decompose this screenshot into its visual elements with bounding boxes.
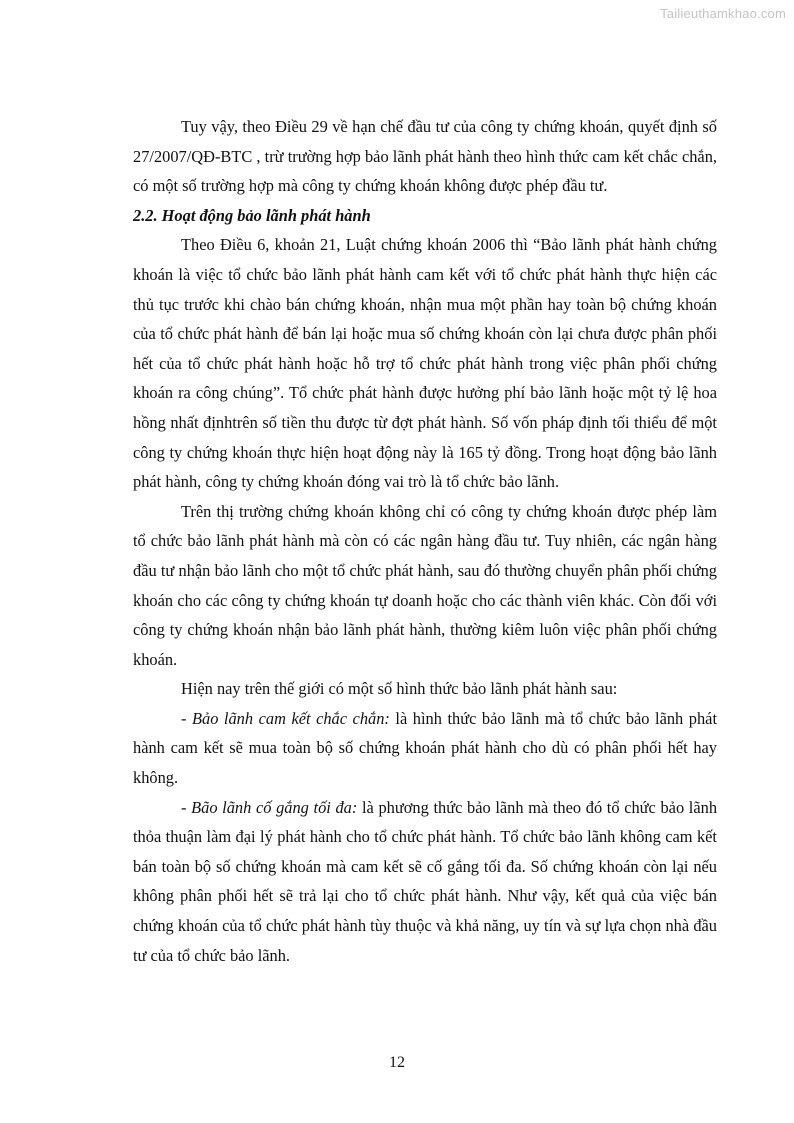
paragraph-3: Trên thị trường chứng khoán không chỉ có công ty chứng khoán được phép làm tổ chức bảo lãnh phát hành mà còn có các ngân hàng đầu tư. Tuy nhiên, các ngân hàng đầu tư nhận bảo lãnh cho một tổ chức phát hành, sau đó thường chuyển phân phối chứng khoán cho các công ty chứng khoán tự doanh hoặc cho các thành viên khác. Còn đối với công ty chứng khoán nhận bảo lãnh phát hành, thường kiêm luôn việc phân phối chứng khoán. (133, 501, 717, 669)
paragraph-6 (133, 793, 717, 971)
bullet-dash: - (181, 708, 192, 728)
term-definition: là hình thức bảo lãnh mà tổ chức bảo lãnh phát hành cam kết sẽ mua toàn bộ số chứng khoán phát hành cho dù có phân phối hết hay không. (133, 708, 717, 788)
term-firm-commitment: Bảo lãnh cam kết chắc chắn: (192, 708, 390, 728)
page-number: 12 (389, 1054, 405, 1071)
term-definition: là phương thức bảo lãnh mà theo đó tổ chức bảo lãnh thỏa thuận làm đại lý phát hành cho tổ chức phát hành. Tổ chức bảo lãnh không cam kết bán toàn bộ số chứng khoán mà cam kết sẽ cố gắng tối đa. Số chứng khoán còn lại nếu không phân phối hết sẽ trả lại cho tổ chức phát hành. Như vậy, kết quả của việc bán chứng khoán của tổ chức phát hành tùy thuộc và khả năng, uy tín và sự lựa chọn nhà đầu tư của tổ chức bảo lãnh. (133, 797, 718, 965)
watermark: Tailieuthamkhao.com (660, 6, 786, 21)
section-heading: 2.2. Hoạt động bảo lãnh phát hành (133, 205, 371, 225)
paragraph-2: Theo Điều 6, khoản 21, Luật chứng khoán 2006 thì “Bảo lãnh phát hành chứng khoán là việc tổ chức bảo lãnh phát hành cam kết với tổ chức phát hành thực hiện các thủ tục trước khi chào bán chứng khoán, nhận mua một phần hay toàn bộ chứng khoán của tổ chức phát hành để bán lại hoặc mua số chứng khoán còn lại chưa được phân phối hết của tổ chức phát hành hoặc hỗ trợ tổ chức phát hành trong việc phân phối chứng khoán ra công chúng”. Tổ chức phát hành được hưởng phí bảo lãnh hoặc một tỷ lệ hoa hồng nhất địnhtrên số tiền thu được từ đợt phát hành. Số vốn pháp định tối thiểu để một công ty chứng khoán thực hiện hoạt động này là 165 tỷ đồng. Trong hoạt động bảo lãnh phát hành, công ty chứng khoán đóng vai trò là tổ chức bảo lãnh. (133, 235, 717, 492)
paragraph-1: Tuy vậy, theo Điều 29 về hạn chế đầu tư của công ty chứng khoán, quyết định số 27/2007/QĐ-BTC , trừ trường hợp bảo lãnh phát hành theo hình thức cam kết chắc chắn, có một số trường hợp mà công ty chứng khoán không được phép đầu tư. (133, 117, 717, 196)
paragraph-4: Hiện nay trên thế giới có một số hình thức bảo lãnh phát hành sau: (181, 679, 618, 699)
paragraph-5 (133, 704, 717, 793)
bullet-dash: - (181, 797, 192, 817)
term-best-efforts: Bão lãnh cố gắng tối đa: (191, 797, 358, 817)
page-body (133, 112, 717, 970)
